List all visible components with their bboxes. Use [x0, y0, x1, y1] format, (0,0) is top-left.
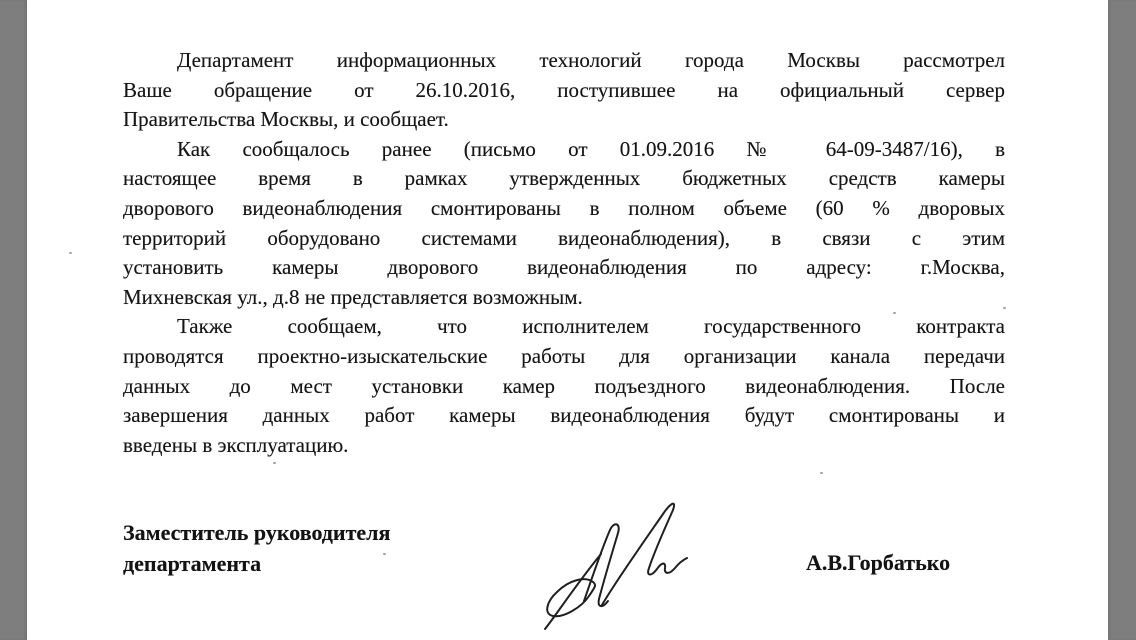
scan-border-right	[1108, 0, 1136, 640]
scan-artifact	[69, 252, 72, 254]
body-line: территорий оборудовано системами видеонаблюдения), в связи с этим	[123, 225, 1005, 250]
body-line: Также сообщаем, что исполнителем государственного контракта	[177, 314, 1005, 339]
scan-artifact	[893, 312, 896, 314]
body-line: завершения данных работ камеры видеонаблюдения будут смонтированы и	[123, 403, 1005, 428]
body-line: Департамент информационных технологий города Москвы рассмотрел	[177, 48, 1005, 72]
paragraph	[123, 135, 1005, 313]
signoff-title	[123, 517, 483, 579]
signoff-name: А.В.Горбатько	[806, 550, 951, 575]
body-line: данных до мест установки камер подъездного видеонаблюдения. После	[123, 373, 1005, 398]
body-line: введены в эксплуатацию.	[123, 432, 349, 457]
body-line: Ваше обращение от 26.10.2016, поступившее на официальный сервер	[123, 77, 1005, 102]
body-line: Правительства Москвы, и сообщает.	[123, 107, 449, 132]
letter-body	[123, 46, 1005, 460]
paragraph	[123, 46, 1005, 135]
scan-border-left	[0, 0, 27, 640]
body-line: Михневская ул., д.8 не представляется возможным.	[123, 284, 583, 309]
signoff-title-line: департамента	[123, 551, 262, 576]
paragraph	[123, 312, 1005, 460]
body-line: установить камеры дворового видеонаблюдения по адресу: г.Москва,	[123, 255, 1005, 280]
body-line: настоящее время в рамках утвержденных бюджетных средств камеры	[123, 166, 1005, 191]
body-line: дворового видеонаблюдения смонтированы в полном объеме (60 % дворовых	[123, 195, 1005, 220]
signoff-title-line: Заместитель руководителя	[123, 520, 391, 545]
scan-artifact	[820, 472, 823, 474]
body-line: проводятся проектно-изыскательские работы для организации канала передачи	[123, 343, 1005, 368]
scan-artifact	[1003, 307, 1006, 309]
scan-artifact	[273, 462, 276, 464]
scan-artifact	[383, 553, 386, 555]
body-line: Как сообщалось ранее (письмо от 01.09.2016 № 64-09-3487/16), в	[177, 136, 1005, 161]
handwritten-signature-icon	[505, 468, 705, 638]
